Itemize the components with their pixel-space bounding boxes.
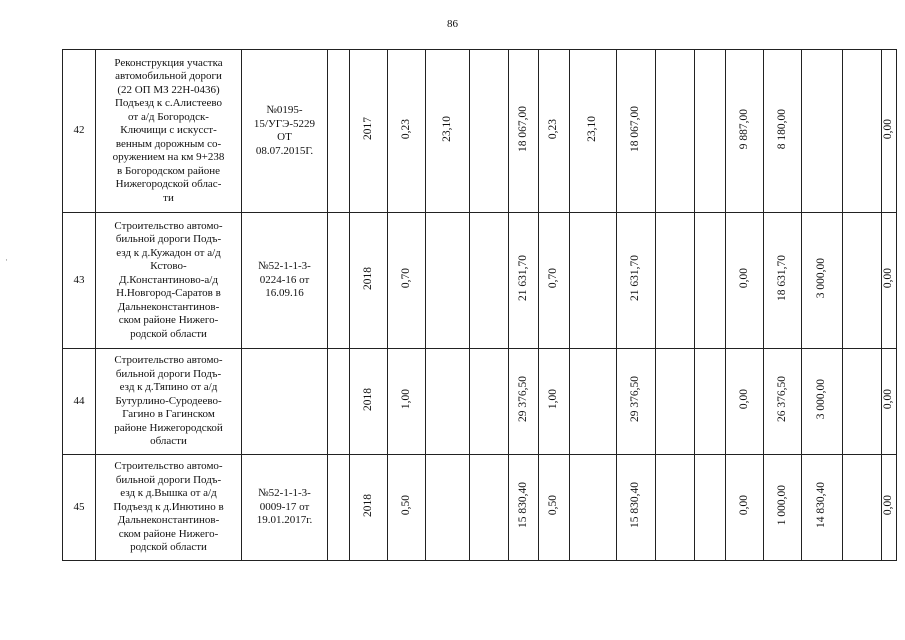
value-text: 2018 <box>361 387 374 411</box>
value-cell <box>695 349 726 455</box>
value-text: 0,00 <box>882 389 894 410</box>
value-cell <box>802 455 843 561</box>
value-cell <box>695 455 726 561</box>
value-cell <box>882 50 897 213</box>
value-text: 0,00 <box>882 268 894 289</box>
object-name-line: бильной дороги Подъ- <box>115 473 222 486</box>
page-number: 86 <box>447 18 458 30</box>
object-name-line: Дальнеконстантинов- <box>117 300 220 313</box>
value-cell <box>656 349 695 455</box>
object-name-cell <box>96 349 242 455</box>
object-name-line: Гагино в Гагинском <box>122 408 215 421</box>
expertise-conclusion-cell <box>242 455 328 561</box>
value-cell <box>426 455 470 561</box>
value-cell <box>509 455 539 561</box>
value-cell <box>570 213 617 349</box>
value-cell <box>470 349 509 455</box>
value-cell <box>350 50 388 213</box>
row-number: 44 <box>63 349 96 455</box>
value-text: 15 830,40 <box>516 482 529 529</box>
value-cell <box>843 455 882 561</box>
value-cell <box>350 213 388 349</box>
expertise-conclusion-cell <box>242 213 328 349</box>
value-text: 0,70 <box>399 268 412 289</box>
object-name-line: Подъезд к д.Инютино в <box>113 500 224 513</box>
value-text: 23,10 <box>440 115 453 142</box>
value-cell <box>539 50 570 213</box>
object-name-line: езд к д.Кужадон от а/д <box>116 246 221 259</box>
value-cell <box>539 349 570 455</box>
road-construction-table <box>62 49 897 561</box>
value-text: 0,23 <box>547 118 560 139</box>
value-cell <box>350 455 388 561</box>
object-name-line: бильной дороги Подъ- <box>115 233 222 246</box>
value-cell <box>470 50 509 213</box>
value-cell <box>802 50 843 213</box>
row-number: 42 <box>63 50 96 213</box>
value-text: 2017 <box>361 117 374 141</box>
expertise-conclusion-line: №0195- <box>266 104 303 116</box>
expertise-conclusion-line: 19.01.2017г. <box>256 514 313 527</box>
empty-cell <box>328 50 350 213</box>
value-cell <box>617 455 656 561</box>
expertise-conclusion-line: №52-1-1-3- <box>258 487 311 500</box>
value-text: 3 000,00 <box>815 379 828 420</box>
value-text: 8 180,00 <box>775 108 788 149</box>
object-name-line: Кстово- <box>150 260 187 273</box>
value-cell <box>764 50 802 213</box>
object-name-line: Строительство автомо- <box>114 460 223 473</box>
value-cell <box>426 213 470 349</box>
value-text: 2018 <box>361 266 374 290</box>
expertise-conclusion-line: ОТ <box>277 131 292 143</box>
margin-mark: · <box>5 255 8 265</box>
value-text: 0,00 <box>882 118 894 139</box>
value-text: 18 631,70 <box>775 255 788 302</box>
object-name-cell <box>96 455 242 561</box>
object-name-line: районе Нижегородской <box>114 421 223 434</box>
value-cell <box>843 213 882 349</box>
value-text: 18 067,00 <box>516 105 529 152</box>
value-cell <box>726 213 764 349</box>
value-text: 0,23 <box>399 118 412 139</box>
value-text: 29 376,50 <box>629 376 642 423</box>
value-cell <box>509 50 539 213</box>
value-text: 18 067,00 <box>629 105 642 152</box>
value-text: 14 830,40 <box>815 482 828 529</box>
value-cell <box>388 50 426 213</box>
table-row <box>63 455 897 561</box>
value-cell <box>388 455 426 561</box>
value-text: 3 000,00 <box>815 258 828 299</box>
table-row <box>63 50 897 213</box>
value-cell <box>802 213 843 349</box>
value-cell <box>656 50 695 213</box>
row-number: 43 <box>63 213 96 349</box>
value-text: 1 000,00 <box>775 485 788 526</box>
expertise-conclusion-line: 16.09.16 <box>265 287 304 300</box>
value-text: 1,00 <box>399 389 412 410</box>
object-name-line: Бутурлино-Суродеево- <box>115 394 222 407</box>
value-text: 9 887,00 <box>737 108 750 149</box>
value-cell <box>882 455 897 561</box>
value-cell <box>470 455 509 561</box>
value-cell <box>843 349 882 455</box>
value-text: 23,10 <box>586 115 599 142</box>
object-name-line: (22 ОП МЗ 22Н-0436) <box>117 83 220 96</box>
expertise-conclusion-line: №52-1-1-3- <box>258 260 311 273</box>
value-cell <box>843 50 882 213</box>
value-cell <box>470 213 509 349</box>
table-row <box>63 213 897 349</box>
object-name-line: области <box>150 435 187 448</box>
expertise-conclusion-cell <box>242 50 328 213</box>
expertise-conclusion-line: 0009-17 от <box>259 500 310 513</box>
value-cell <box>350 349 388 455</box>
value-cell <box>539 213 570 349</box>
value-text: 0,00 <box>737 268 750 289</box>
empty-cell <box>328 455 350 561</box>
object-name-line: родской области <box>130 541 207 554</box>
empty-cell <box>328 349 350 455</box>
value-text: 0,70 <box>547 268 560 289</box>
object-name-line: езд к д.Тяпино от а/д <box>119 381 218 394</box>
object-name-line: Подъезд к с.Алистеево <box>114 97 223 110</box>
value-cell <box>726 455 764 561</box>
value-cell <box>726 50 764 213</box>
value-text: 21 631,70 <box>516 255 529 302</box>
value-cell <box>882 349 897 455</box>
object-name-line: ском районе Нижего- <box>118 527 219 540</box>
value-cell <box>726 349 764 455</box>
value-cell <box>539 455 570 561</box>
row-number: 45 <box>63 455 96 561</box>
value-cell <box>570 50 617 213</box>
value-text: 0,50 <box>399 495 412 516</box>
value-text: 21 631,70 <box>629 255 642 302</box>
value-cell <box>802 349 843 455</box>
object-name-line: Строительство автомо- <box>114 354 223 367</box>
object-name-line: в Богородском районе <box>117 164 220 177</box>
expertise-conclusion-line: 08.07.2015Г. <box>255 144 314 157</box>
value-cell <box>426 349 470 455</box>
value-cell <box>617 349 656 455</box>
value-text: 0,00 <box>737 389 750 410</box>
value-cell <box>764 455 802 561</box>
object-name-line: родской области <box>130 327 207 340</box>
object-name-cell <box>96 50 242 213</box>
value-text: 15 830,40 <box>629 482 642 529</box>
value-cell <box>617 213 656 349</box>
object-name-line: Строительство автомо- <box>114 219 223 232</box>
empty-cell <box>328 213 350 349</box>
value-cell <box>570 455 617 561</box>
object-name-line: ти <box>163 191 174 204</box>
value-cell <box>388 349 426 455</box>
value-cell <box>509 349 539 455</box>
object-name-cell <box>96 213 242 349</box>
value-text: 2018 <box>361 493 374 517</box>
value-cell <box>617 50 656 213</box>
object-name-line: ском районе Нижего- <box>118 314 219 327</box>
object-name-line: Реконструкция участка <box>114 56 223 69</box>
object-name-line: езд к д.Вышка от а/д <box>120 487 217 500</box>
value-cell <box>570 349 617 455</box>
object-name-line: от а/д Богородск- <box>128 110 209 123</box>
value-cell <box>656 213 695 349</box>
object-name-line: Нижегородской облас- <box>115 178 222 191</box>
expertise-conclusion-cell <box>242 349 328 455</box>
object-name-line: оружением на км 9+238 <box>112 151 225 164</box>
value-cell <box>426 50 470 213</box>
value-cell <box>764 349 802 455</box>
object-name-line: Дальнеконстантинов- <box>117 514 220 527</box>
value-cell <box>764 213 802 349</box>
object-name-line: Ключищи с искусст- <box>120 124 217 137</box>
object-name-line: бильной дороги Подъ- <box>115 367 222 380</box>
value-text: 1,00 <box>547 389 560 410</box>
object-name-line: венным дорожным со- <box>115 137 222 150</box>
table-row <box>63 349 897 455</box>
object-name-line: Д.Константиново-а/д <box>119 273 218 286</box>
value-cell <box>882 213 897 349</box>
value-cell <box>388 213 426 349</box>
value-text: 26 376,50 <box>775 376 788 423</box>
value-text: 0,00 <box>737 495 750 516</box>
expertise-conclusion-line: 15/УГЭ-5229 <box>253 117 316 130</box>
object-name-line: Н.Новгород-Саратов в <box>116 287 221 300</box>
value-cell <box>509 213 539 349</box>
value-text: 0,00 <box>882 495 894 516</box>
value-text: 29 376,50 <box>516 376 529 423</box>
value-cell <box>695 213 726 349</box>
object-name-line: автомобильной дороги <box>115 70 222 83</box>
value-cell <box>656 455 695 561</box>
expertise-conclusion-line: 0224-16 от <box>259 273 310 286</box>
value-cell <box>695 50 726 213</box>
value-text: 0,50 <box>547 495 560 516</box>
